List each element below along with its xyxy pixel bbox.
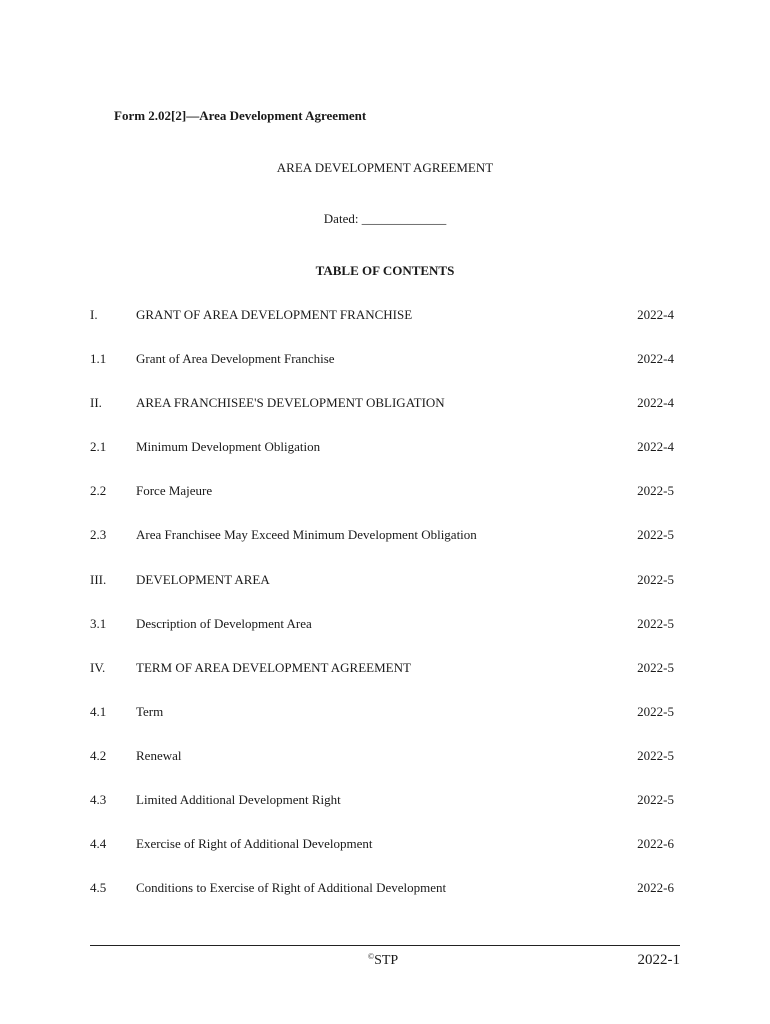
document-title: AREA DEVELOPMENT AGREEMENT — [276, 160, 494, 175]
toc-entry-title: Force Majeure — [136, 483, 213, 499]
toc-entry-page: 2022-4 — [637, 395, 674, 411]
toc-entry-number: 4.3 — [90, 792, 107, 808]
toc-entry-4-1 — [0, 704, 770, 748]
toc-entry-number: 2.2 — [90, 483, 107, 499]
toc-entry-page: 2022-4 — [637, 351, 674, 367]
toc-entry-page: 2022-5 — [637, 703, 674, 719]
toc-entry-3-1 — [0, 616, 770, 660]
toc-entry-page: 2022-6 — [637, 880, 674, 896]
toc-entry-number: 4.2 — [90, 747, 107, 763]
footer-divider — [90, 945, 680, 946]
toc-entry-IV — [0, 660, 770, 704]
toc-entry-number: IV. — [90, 659, 106, 675]
toc-entry-page: 2022-5 — [637, 571, 674, 587]
toc-entry-1-1 — [0, 351, 770, 395]
toc-entry-title: Term — [136, 703, 164, 719]
toc-entry-page: 2022-4 — [637, 439, 674, 455]
toc-entry-II — [0, 395, 770, 439]
toc-entry-title: Renewal — [136, 747, 182, 763]
copyright-symbol: © — [368, 952, 375, 961]
toc-entry-page: 2022-5 — [637, 483, 674, 499]
toc-entry-page: 2022-5 — [637, 615, 674, 631]
toc-entry-2-3 — [0, 527, 770, 571]
toc-entry-number: 2.1 — [90, 439, 107, 455]
toc-entry-title: TERM OF AREA DEVELOPMENT AGREEMENT — [136, 659, 411, 675]
footer-copyright — [368, 952, 398, 969]
toc-entry-4-4 — [0, 836, 770, 880]
toc-entry-title: GRANT OF AREA DEVELOPMENT FRANCHISE — [136, 307, 413, 322]
toc-heading: TABLE OF CONTENTS — [315, 263, 455, 278]
toc-entry-title: Limited Additional Development Right — [136, 792, 341, 808]
toc-entry-title: DEVELOPMENT AREA — [136, 571, 270, 587]
toc-entry-number: 4.5 — [90, 880, 107, 896]
toc-entry-number: 2.3 — [90, 527, 107, 543]
toc-entry-number: III. — [90, 571, 107, 587]
form-title: Form 2.02[2]—Area Development Agreement — [114, 108, 367, 123]
toc-entry-number: 1.1 — [90, 351, 107, 367]
toc-entry-III — [0, 572, 770, 616]
toc-entry-title: AREA FRANCHISEE'S DEVELOPMENT OBLIGATION — [136, 395, 445, 411]
toc-entry-4-5 — [0, 880, 770, 924]
toc-entry-page: 2022-4 — [637, 307, 674, 322]
toc-entry-title: Description of Development Area — [136, 615, 312, 631]
toc-entry-page: 2022-5 — [637, 659, 674, 675]
toc-entry-title: Minimum Development Obligation — [136, 439, 321, 455]
table-of-contents — [0, 307, 770, 924]
toc-entry-page: 2022-6 — [637, 836, 674, 852]
footer-publisher: STP — [374, 953, 399, 968]
toc-entry-title: Grant of Area Development Franchise — [136, 351, 335, 367]
toc-entry-title: Area Franchisee May Exceed Minimum Development Obligation — [136, 527, 477, 543]
footer-page-number: 2022-1 — [637, 952, 680, 968]
toc-entry-title: Conditions to Exercise of Right of Additional Development — [136, 880, 447, 896]
toc-entry-4-2 — [0, 748, 770, 792]
toc-entry-2-2 — [0, 483, 770, 527]
toc-entry-2-1 — [0, 439, 770, 483]
toc-entry-number: 3.1 — [90, 615, 107, 631]
toc-entry-page: 2022-5 — [637, 792, 674, 808]
toc-entry-page: 2022-5 — [637, 527, 674, 543]
toc-entry-title: Exercise of Right of Additional Development — [136, 836, 373, 852]
toc-entry-number: I. — [90, 307, 98, 322]
toc-entry-4-3 — [0, 792, 770, 836]
toc-entry-number: 4.4 — [90, 836, 107, 852]
toc-entry-I — [0, 307, 770, 351]
toc-entry-page: 2022-5 — [637, 747, 674, 763]
toc-entry-number: 4.1 — [90, 703, 107, 719]
toc-entry-number: II. — [90, 395, 102, 411]
dated-line: Dated: _____________ — [323, 211, 447, 226]
